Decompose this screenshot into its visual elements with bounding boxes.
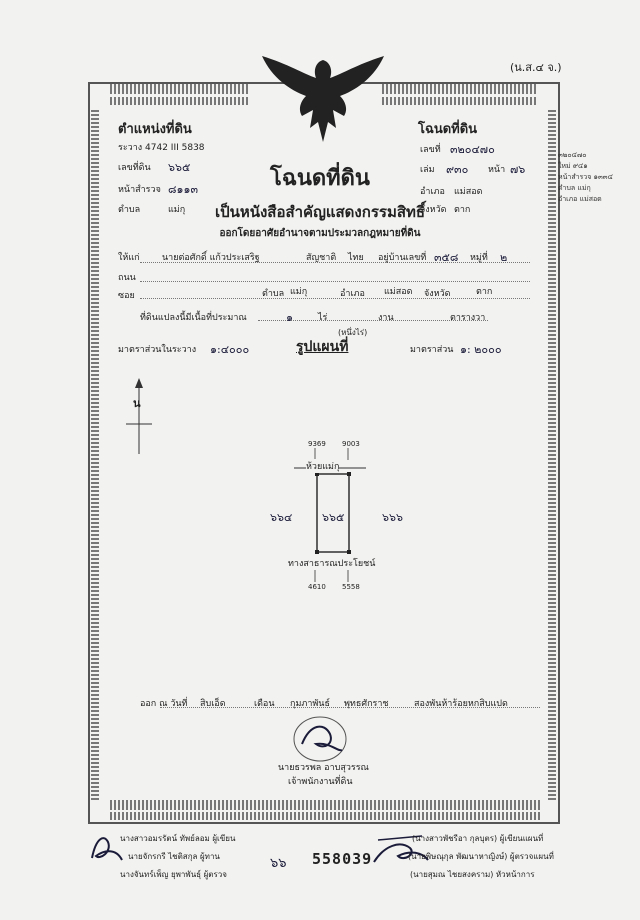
official-seal-icon <box>290 714 350 764</box>
deed-no: ๓๒๐๔๗๐ <box>450 143 495 156</box>
house-no: ๓๕๘ <box>434 251 459 264</box>
issued-by: ออกโดยอาศัยอำนาจตามประมวลกฎหมายที่ดิน <box>219 228 421 239</box>
scale-left-label: มาตราส่วนในระวาง <box>118 345 197 355</box>
left-sign-line-3: นางจันทร์เพ็ญ ยุพาพันธุ์ ผู้ตรวจ <box>120 870 227 879</box>
survey-no: ๘๑๑๓ <box>168 183 198 196</box>
scale-left: ๑:๔๐๐๐ <box>210 343 250 356</box>
side-note-line: ๓๒๐๔๗๐ <box>558 151 587 159</box>
bottom-decor-strip-2 <box>110 812 540 820</box>
rai-label: ไร่ <box>318 313 328 323</box>
side-note-line: ใหม่ ๙๔๑ <box>558 162 588 170</box>
survey-label: หน้าสำรวจ <box>118 185 161 195</box>
garuda-emblem-icon <box>258 50 388 150</box>
map-creek: ห้วยแม่กุ <box>306 459 339 473</box>
month-label: เดือน <box>254 699 275 709</box>
scale-right: ๑: ๒๐๐๐ <box>460 343 502 356</box>
map-id-bottom-left: 4610 <box>308 583 326 591</box>
side-note-line: ตำบล แม่กุ <box>558 184 591 192</box>
side-note-line: อำเภอ แม่สอด <box>558 195 602 203</box>
side-note-line: หน้าสำรวจ ๑๓๓๔ <box>558 173 613 181</box>
bottom-decor-strip <box>110 800 540 810</box>
address-label: อยู่บ้านเลขที่ <box>378 253 427 263</box>
right-sign-line-2: (นายพิษณุกุล พัฒนาหาญิงษ์) ผู้ตรวจแผนที่ <box>408 852 554 861</box>
deed-no-label: เลขที่ <box>420 145 441 155</box>
top-decor-strip-right-2 <box>382 97 538 105</box>
north-label: น <box>133 397 141 410</box>
addr-province-label: จังหวัด <box>424 289 451 299</box>
officer-name: นายธวรพล อาบสุวรรณ <box>278 763 369 773</box>
area-note: (หนึ่งไร่) <box>338 328 368 337</box>
serial-number: 558039 <box>312 850 373 868</box>
road-label: ถนน <box>118 273 136 283</box>
right-sign-line-1: (นางสาวพัชรีอา กุลบุตร) ผู้เขียนแผนที่ <box>412 834 544 843</box>
nationality-label: สัญชาติ <box>306 253 337 263</box>
parcel-label: เลขที่ดิน <box>118 163 151 173</box>
owner-name: นายต่อศักดิ์ แก้วประเสริฐ <box>162 253 260 263</box>
right-sign-line-3: (นายสุมณ ไชยสงคราม) หัวหน้าการ <box>410 870 535 879</box>
province-label: จังหวัด <box>420 205 447 215</box>
address-line-dots <box>140 298 530 299</box>
right-header-title: โฉนดที่ดิน <box>418 122 478 137</box>
officer-title: เจ้าพนักงานที่ดิน <box>288 777 353 787</box>
map-id-top-right: 9003 <box>342 440 360 448</box>
moo-label: หมู่ที่ <box>470 253 488 263</box>
soi-label: ซอย <box>118 291 135 301</box>
addr-province: ตาก <box>476 287 493 297</box>
top-decor-strip-right <box>382 84 538 94</box>
issue-year: สองพันห้าร้อยหกสิบแปด <box>414 699 508 709</box>
map-id-bottom-right: 5558 <box>342 583 360 591</box>
owner-label: ให้แก่ <box>118 253 140 263</box>
ngan-label: งาน <box>378 313 394 323</box>
left-header-title: ตำแหน่งที่ดิน <box>118 122 192 137</box>
left-sign-line-1: นางสาวอมรรัตน์ ทัพย์ลอม ผู้เขียน <box>120 834 236 843</box>
scale-right-label: มาตราส่วน <box>410 345 454 355</box>
main-title: โฉนดที่ดิน <box>270 165 370 191</box>
north-arrow-icon <box>124 376 154 456</box>
moo: ๒ <box>500 251 508 264</box>
subtitle: เป็นหนังสือสำคัญแสดงกรรมสิทธิ์ <box>214 203 426 221</box>
nationality: ไทย <box>348 253 364 263</box>
top-decor-strip <box>110 84 250 94</box>
wa-label: ตารางวา <box>450 313 486 323</box>
addr-district-label: อำเภอ <box>340 289 365 299</box>
addr-district: แม่สอด <box>384 287 413 297</box>
left-parcel: ๖๖๔ <box>270 511 293 524</box>
issue-line-dots <box>160 707 540 708</box>
left-subdistrict-label: ตำบล <box>118 205 141 215</box>
book-no: ๙๓๐ <box>446 163 469 176</box>
form-code: (น.ส.๔ จ.) <box>510 61 562 74</box>
parcel-no: ๖๖๕ <box>168 161 191 174</box>
issue-month: กุมภาพันธ์ <box>290 699 330 709</box>
road-line-dots <box>140 281 530 282</box>
addr-subdistrict-label: ตำบล <box>262 289 285 299</box>
issue-label: ออก ณ วันที่ <box>140 699 188 709</box>
area-intro: ที่ดินแปลงนี้มีเนื้อที่ประมาณ <box>140 313 247 323</box>
page-no: ๗๖ <box>510 163 526 176</box>
right-district: แม่สอด <box>454 187 483 197</box>
map-title: รูปแผนที่ <box>296 339 349 355</box>
right-province: ตาก <box>454 205 471 215</box>
map-sheet: ระวาง 4742 III 5838 <box>118 143 205 153</box>
right-parcel: ๖๖๖ <box>382 511 403 524</box>
map-id-top-left: 9369 <box>308 440 326 448</box>
district-label: อำเภอ <box>420 187 445 197</box>
year-label: พุทธศักราช <box>344 699 389 709</box>
book-label: เล่ม <box>420 165 435 175</box>
left-sign-line-2: นายจักรกรี ไชติสกุล ผู้ทาน <box>128 852 220 861</box>
top-decor-strip-2 <box>110 97 250 105</box>
area-rai: ๑ <box>286 311 293 324</box>
serial-prefix: ๖๖ <box>270 856 287 871</box>
addr-subdistrict: แม่กุ <box>290 287 308 297</box>
issue-day: สิบเอ็ด <box>200 699 226 709</box>
map-road: ทางสาธารณประโยชน์ <box>288 556 375 570</box>
page-label: หน้า <box>488 165 506 175</box>
center-parcel: ๖๖๕ <box>322 511 345 524</box>
left-subdistrict: แม่กุ <box>168 205 186 215</box>
